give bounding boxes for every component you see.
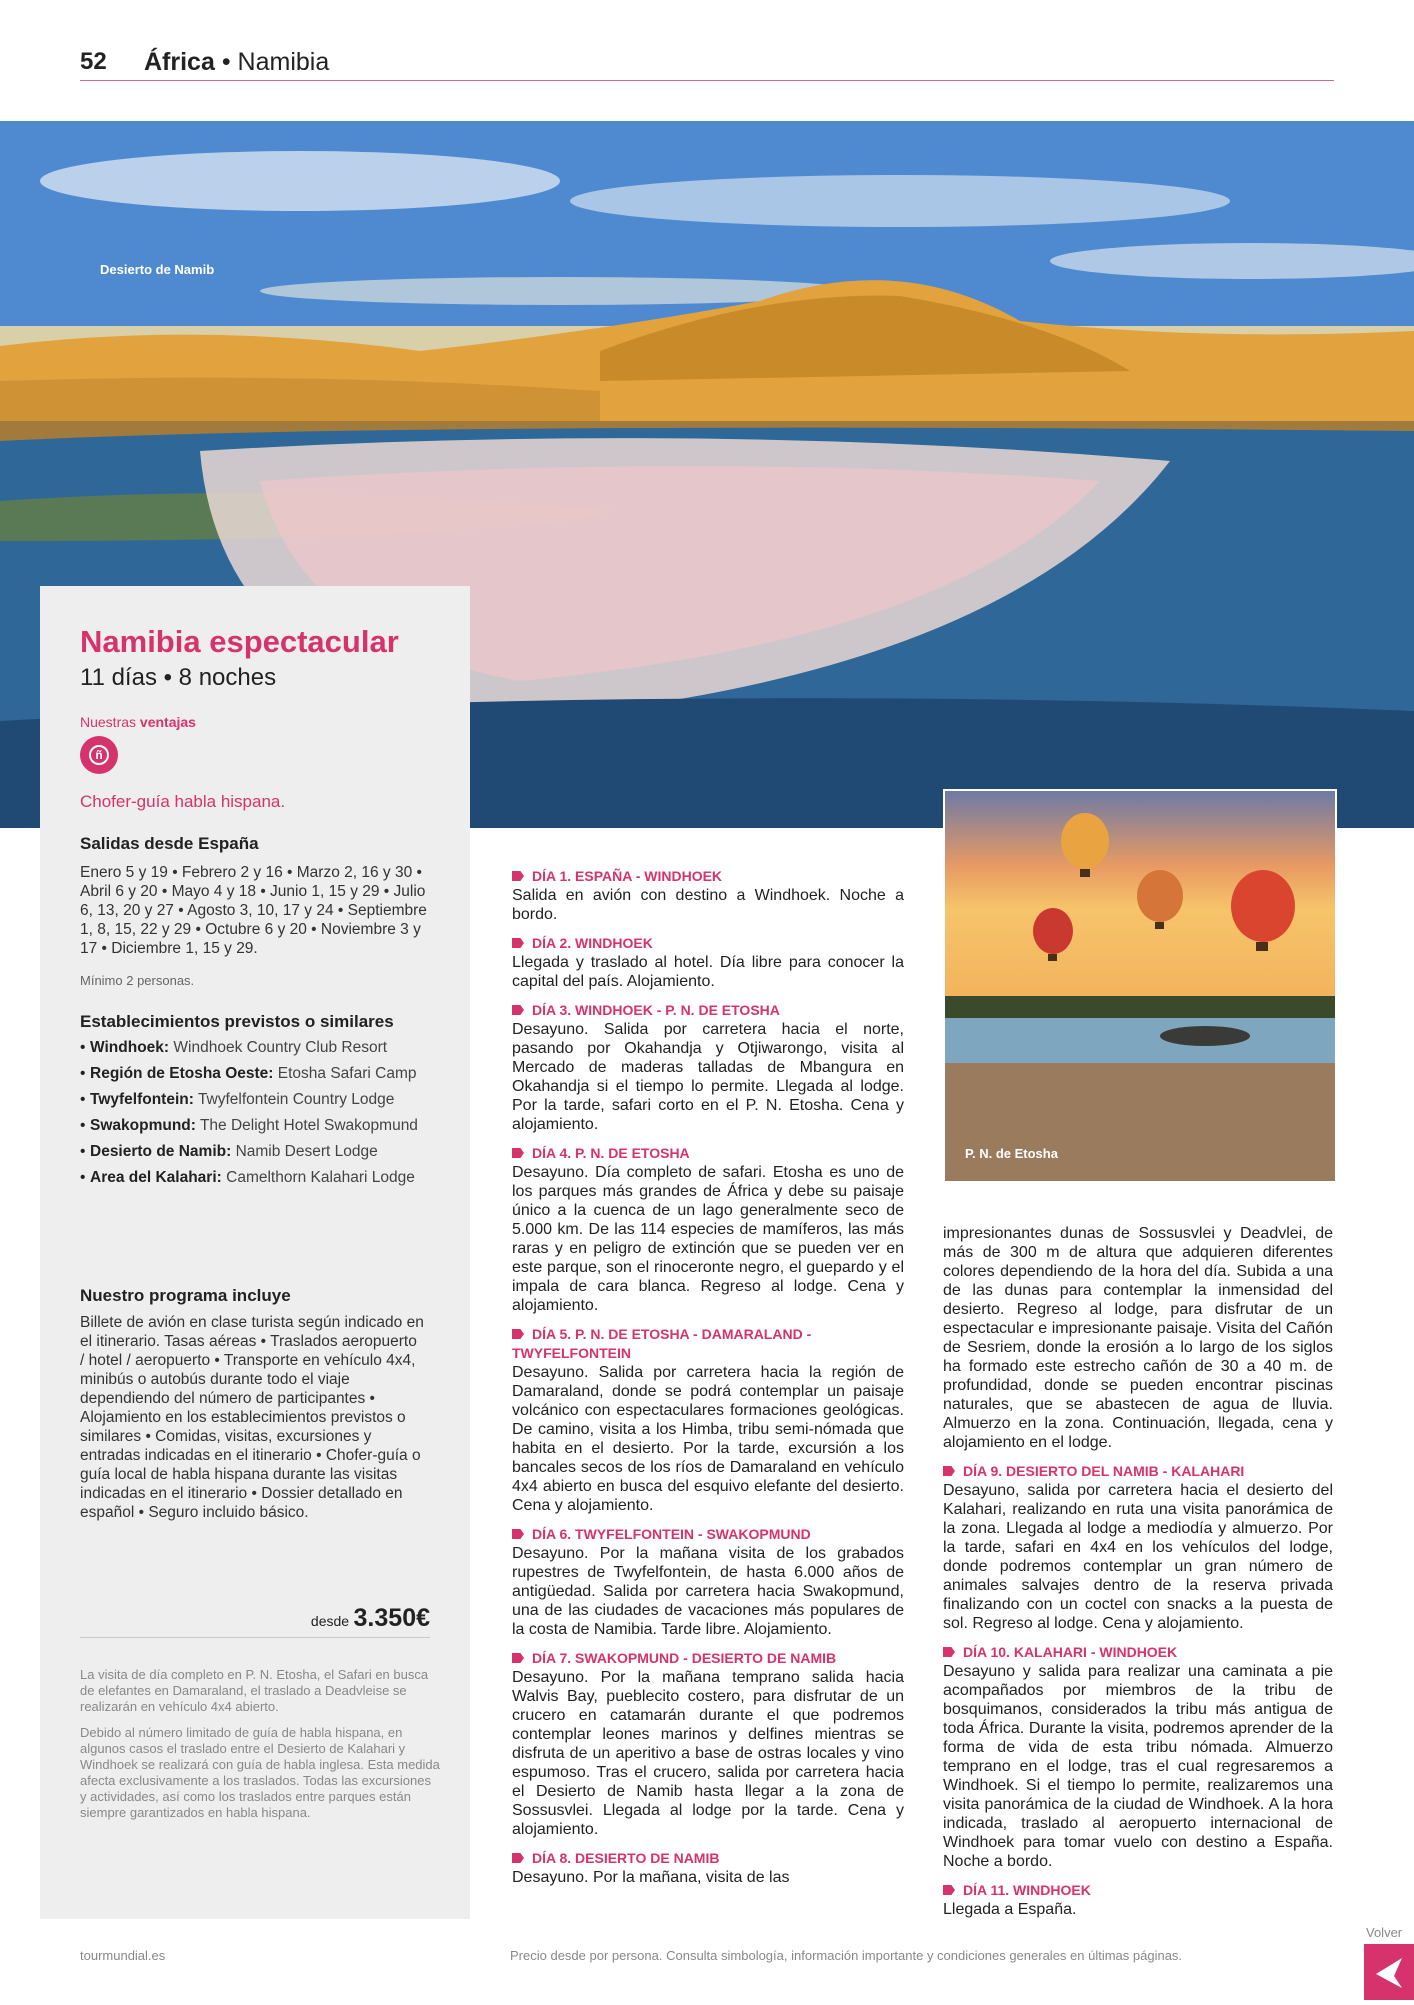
departures-text: Enero 5 y 19 • Febrero 2 y 16 • Marzo 2, 16 y 30 • Abril 6 y 20 • Mayo 4 y 18 • Junio 1, 15 y 29 • Julio 6, 13, 20 y 27 • Agosto 3, 10, 17 y 24 • Septiembre 1, 8, 15, 22 y 29 • Octubre 6 y 20 • Noviembre 3 y 17 • Diciembre 1, 15 y 29.	[80, 864, 427, 957]
country-name: Namibia	[237, 48, 330, 76]
day-text: Desayuno. Día completo de safari. Etosha es uno de los parques más grandes de África y debe su paisaje único a la cuenca de un lago generalmente seco de 5.000 km. De las 114 especies de mamíferos, las más raras y en peligro de extinción que se pueden ver en este parque, son el rinoceronte negro, el guepardo y el impala de cara blanca. Regreso al lodge. Cena y alojamiento.	[512, 1164, 904, 1314]
day-title: DÍA 1. ESPAÑA - WINDHOEK	[512, 867, 904, 886]
day-text: Desayuno y salida para realizar una caminata a pie acompañados por miembros de la tribu de bosquimanos, considerados la tribu más antigua de toda África. Durante la visita, podremos aprender de la forma de vida de esta tribu nómada. Almuerzo temprano en el lodge, tras el cual regresaremos a Windhoek. Si el tiempo lo permite, realizaremos una visita panorámica de la ciudad de Windhoek. A la hora indicada, traslado al aeropuerto internacional de Windhoek para tomar vuelo con destino a España. Noche a bordo.	[943, 1663, 1333, 1870]
day-text: Desayuno. Por la mañana visita de los grabados rupestres de Twyfelfontein, de hasta 6.000 años de antigüedad. Salida por carretera hacia Swakopmund, una de las ciudades de vacaciones más populares de la costa de Namibia. Tarde libre. Alojamiento.	[512, 1545, 904, 1638]
hotel-item: • Area del Kalahari: Camelthorn Kalahari Lodge	[80, 1168, 450, 1187]
note-vehicles: La visita de día completo en P. N. Etosha, el Safari en busca de elefantes en Damaraland, el traslado a Deadvleise se realizarán en vehículo 4x4 abierto.	[80, 1667, 429, 1714]
page-header	[80, 48, 1334, 81]
trip-title: Namibia espectacular	[80, 624, 399, 659]
hotel-item: • Desierto de Namib: Namib Desert Lodge	[80, 1142, 450, 1161]
day-title: DÍA 9. DESIERTO DEL NAMIB - KALAHARI	[943, 1462, 1333, 1481]
price-prefix: desde	[310, 1613, 350, 1629]
day-title: DÍA 11. WINDHOEK	[943, 1881, 1333, 1900]
price-block	[311, 1604, 430, 1633]
includes-heading: Nuestro programa incluye	[80, 1286, 291, 1305]
day-title: DÍA 3. WINDHOEK - P. N. DE ETOSHA	[512, 1001, 904, 1020]
trip-duration: 11 días • 8 noches	[80, 664, 277, 691]
itinerary-column-1	[512, 867, 904, 1887]
balloon-illustration	[945, 791, 1335, 1181]
note-guide: Debido al número limitado de guía de habla hispana, en algunos casos el traslado entre el Desierto de Kalahari y Windhoek se realizará con guía de habla inglesa. Esta medida afecta exclusivamente a los traslados. Todas las excursiones y actividades, así como los traslados entre parques están siempre garantizados en habla hispana.	[80, 1725, 440, 1820]
advantages-bold: ventajas	[139, 714, 196, 730]
departures-heading: Salidas desde España	[80, 834, 259, 853]
spanish-guide-badge-icon	[80, 736, 118, 774]
hotel-item: • Swakopmund: The Delight Hotel Swakopmund	[80, 1116, 450, 1135]
hotel-item: • Twyfelfontein: Twyfelfontein Country Lodge	[80, 1090, 450, 1109]
header-separator: •	[221, 48, 231, 76]
price-divider	[80, 1637, 430, 1638]
advantages-prefix: Nuestras	[80, 714, 137, 730]
day-title: DÍA 4. P. N. DE ETOSHA	[512, 1144, 904, 1163]
day-text: Llegada y traslado al hotel. Día libre para conocer la capital del país. Alojamiento.	[512, 954, 904, 990]
day-text: Desayuno. Salida por carretera hacia el norte, pasando por Okahandja y Otjiwarongo, visita al Mercado de maderas talladas de Mbangura en Okahandja si el tiempo lo permite. Llegada al lodge. Por la tarde, safari corto en el P. N. Etosha. Cena y alojamiento.	[512, 1021, 904, 1133]
price-value: 3.350€	[353, 1604, 430, 1632]
day-text: Desayuno, salida por carretera hacia el desierto del Kalahari, realizando en ruta una visita panorámica de la zona. Llegada al lodge a mediodía y almuerzo. Por la tarde, safari en 4x4 en los vehículos del lodge, donde podremos contemplar un gran número de animales salvajes dentro de la reserva privada finalizando con un coctel con snacks a la puesta de sol. Regreso al lodge. Cena y alojamiento.	[943, 1482, 1333, 1632]
photo-caption: P. N. de Etosha	[965, 1146, 1058, 1161]
hotel-item: • Windhoek: Windhoek Country Club Resort	[80, 1038, 450, 1057]
page-section-title	[144, 48, 329, 77]
day-title: DÍA 10. KALAHARI - WINDHOEK	[943, 1643, 1333, 1662]
hotels-heading: Establecimientos previstos o similares	[80, 1012, 394, 1031]
back-label[interactable]: Volver	[1366, 1925, 1403, 1940]
back-arrow-icon	[1364, 1944, 1414, 2000]
region-name: África	[144, 48, 215, 76]
hotels-list	[80, 1038, 450, 1194]
footer-site[interactable]: tourmundial.es	[80, 1948, 166, 1963]
etosha-balloon-photo	[943, 789, 1337, 1183]
day-text: Desayuno. Por la mañana temprano salida hacia Walvis Bay, pueblecito costero, para disfrutar de un crucero en catamarán durante el que podremos contemplar leones marinos y delfines mientras se disfruta de un aperitivo a base de ostras locales y vino espumoso. Tras el crucero, salida por carretera hacia el Desierto de Namib hasta llegar a la zona de Sossusvlei. Llegada al lodge por la tarde. Cena y alojamiento.	[512, 1669, 904, 1838]
hotel-item: • Región de Etosha Oeste: Etosha Safari Camp	[80, 1064, 450, 1083]
back-button[interactable]	[1364, 1944, 1414, 2000]
day-text: Desayuno. Salida por carretera hacia la región de Damaraland, donde se podrá contemplar un paisaje volcánico con espectaculares formaciones geológicas. De camino, visita a los Himba, tribu semi-nómada que habita en el desierto. Por la tarde, excursión a los bancales secos de los ríos de Damaraland en vehículo 4x4 abierto en busca del esquivo elefante del desierto. Cena y alojamiento.	[512, 1364, 904, 1514]
trip-info-card	[40, 586, 470, 1919]
day-text: Salida en avión con destino a Windhoek. Noche a bordo.	[512, 887, 904, 923]
hero-caption: Desierto de Namib	[100, 262, 215, 277]
day-title: DÍA 2. WINDHOEK	[512, 934, 904, 953]
includes-text: Billete de avión en clase turista según indicado en el itinerario. Tasas aéreas • Traslados aeropuerto / hotel / aeropuerto • Transporte en vehículo 4x4, minibús o autobús durante todo el viaje dependiendo del número de participantes • Alojamiento en los establecimientos previstos o similares • Comidas, visitas, excursiones y entradas indicadas en el itinerario • Chofer-guía o guía local de habla hispana durante las visitas indicadas en el itinerario • Dossier detallado en español • Seguro incluido básico.	[80, 1314, 424, 1521]
day-text: Llegada a España.	[943, 1901, 1077, 1918]
day-title: DÍA 8. DESIERTO DE NAMIB	[512, 1849, 904, 1868]
minimum-people: Mínimo 2 personas.	[80, 973, 195, 988]
footer-disclaimer: Precio desde por persona. Consulta simbología, información importante y condiciones generales en últimas páginas.	[510, 1948, 1183, 1963]
advantages-label	[80, 714, 196, 730]
badge-symbol: ñ	[89, 745, 109, 765]
day-title: DÍA 6. TWYFELFONTEIN - SWAKOPMUND	[512, 1525, 904, 1544]
day-text: Desayuno. Por la mañana, visita de las	[512, 1869, 790, 1886]
itinerary-column-2	[943, 1224, 1333, 1919]
day-8-continuation: impresionantes dunas de Sossusvlei y Deadvlei, de más de 300 m de altura que adquieren diferentes colores dependiendo de la hora del día. Subida a una de las dunas para contemplar la inmensidad del desierto. Regreso al lodge, para disfrutar de un espectacular e impresionante paisaje. Visita del Cañón de Sesriem, donde la erosión a lo largo de los siglos ha formado este estrecho cañón de 30 a 40 m. de profundidad, donde se pueden encontrar piscinas naturales, que se abastecen de agua de lluvia. Almuerzo en la zona. Continuación, llegada, cena y alojamiento en el lodge.	[943, 1225, 1333, 1451]
chofer-advantage: Chofer-guía habla hispana.	[80, 792, 286, 811]
day-title: DÍA 5. P. N. DE ETOSHA - DAMARALAND - TWYFELFONTEIN	[512, 1325, 904, 1363]
day-title: DÍA 7. SWAKOPMUND - DESIERTO DE NAMIB	[512, 1649, 904, 1668]
page-number: 52	[80, 48, 107, 75]
